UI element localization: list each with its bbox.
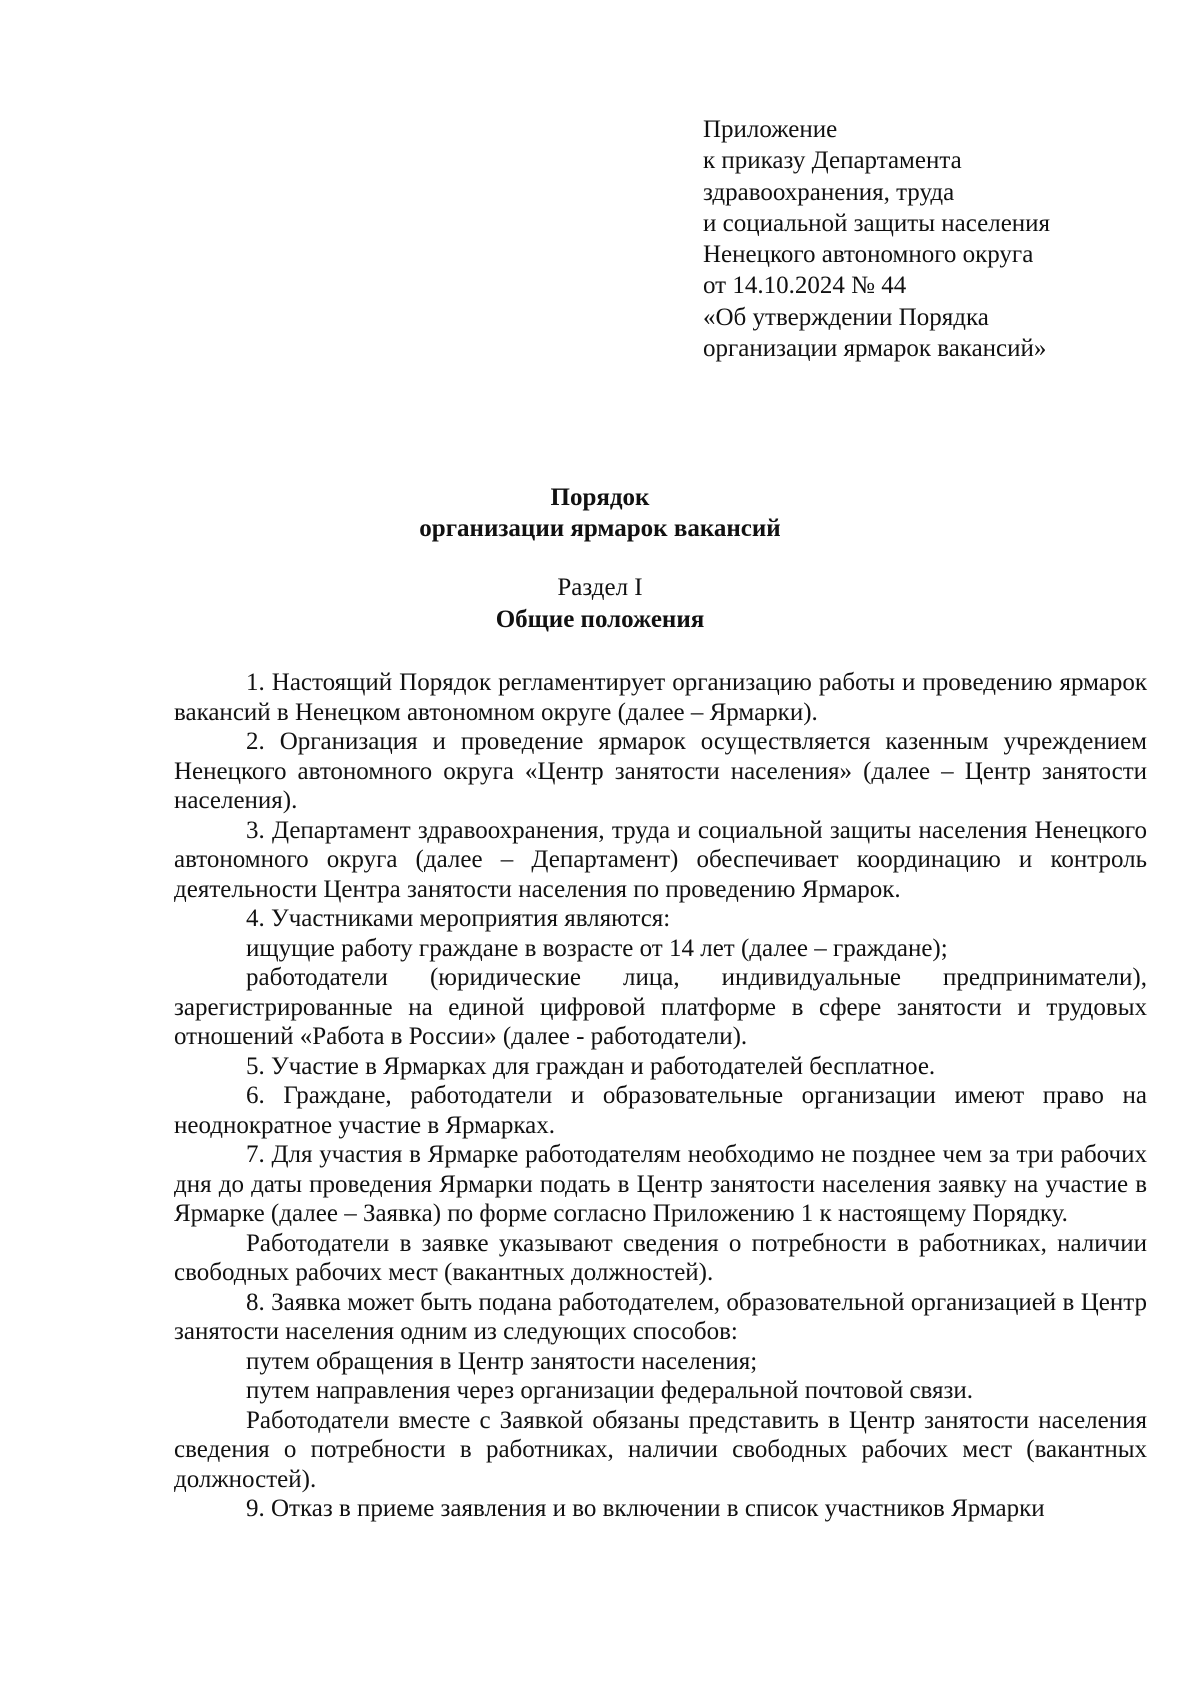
document-body [174,668,1147,1524]
paragraph: 8. Заявка может быть подана работодателем, образовательной организацией в Центр занятости населения одним из следующих способов: [174,1288,1147,1345]
appendix-line: «Об утверждении Порядка [703,303,989,331]
appendix-line: здравоохранения, труда [703,178,955,206]
section-title: Общие положения [495,606,705,633]
appendix-line: Приложение [703,116,838,143]
paragraph: 2. Организация и проведение ярмарок осуществляется казенным учреждением Ненецкого автономного округа «Центр занятости населения» (далее – Центр занятости населения). [174,728,1147,814]
appendix-line: к приказу Департамента [703,147,962,175]
paragraph: путем направления через организации федеральной почтовой связи. [246,1377,974,1404]
paragraph: Работодатели в заявке указывают сведения о потребности в работниках, наличии свободных рабочих мест (вакантных должностей). [174,1229,1147,1286]
paragraph: 4. Участниками мероприятия являются: [246,905,671,932]
paragraph: путем обращения в Центр занятости населения; [246,1347,758,1375]
appendix-header [703,114,1163,364]
appendix-line: от 14.10.2024 № 44 [703,272,907,300]
paragraph: 7. Для участия в Ярмарке работодателям необходимо не позднее чем за три рабочих дня до даты проведения Ярмарки подать в Центр занятости населения заявку на участие в Ярмарке (далее – Заявка) по форме согласно Приложению 1 к настоящему Порядку. [174,1141,1147,1227]
paragraph: 1. Настоящий Порядок регламентирует организацию работы и проведению ярмарок вакансий в Ненецком автономном округе (далее – Ярмарки). [174,669,1147,726]
appendix-line: и социальной защиты населения [703,209,1051,237]
appendix-line: организации ярмарок вакансий» [703,335,1047,363]
paragraph: Работодатели вместе с Заявкой обязаны представить в Центр занятости населения сведения о потребности в работниках, наличии свободных рабочих мест (вакантных должностей). [174,1406,1147,1493]
document-title [0,482,1200,544]
appendix-line: Ненецкого автономного округа [703,241,1034,269]
paragraph: 5. Участие в Ярмарках для граждан и работодателей бесплатное. [246,1052,936,1080]
section-label: Раздел I [557,574,643,601]
document-title-line: организации ярмарок вакансий [419,515,781,542]
paragraph: 3. Департамент здравоохранения, труда и социальной защиты населения Ненецкого автономного округа (далее – Департамент) обеспечивает координацию и контроль деятельности Центра занятости населения по проведению Ярмарок. [174,816,1147,903]
paragraph: 6. Граждане, работодатели и образовательные организации имеют право на неоднократное участие в Ярмарках. [174,1082,1147,1139]
document-title-line: Порядок [550,484,650,511]
paragraph: 9. Отказ в приеме заявления и во включении в список участников Ярмарки [246,1495,1045,1522]
paragraph: работодатели (юридические лица, индивидуальные предприниматели), зарегистрированные на единой цифровой платформе в сфере занятости и трудовых отношений «Работа в России» (далее - работодатели). [174,964,1147,1050]
paragraph: ищущие работу граждане в возрасте от 14 лет (далее – граждане); [246,934,948,962]
